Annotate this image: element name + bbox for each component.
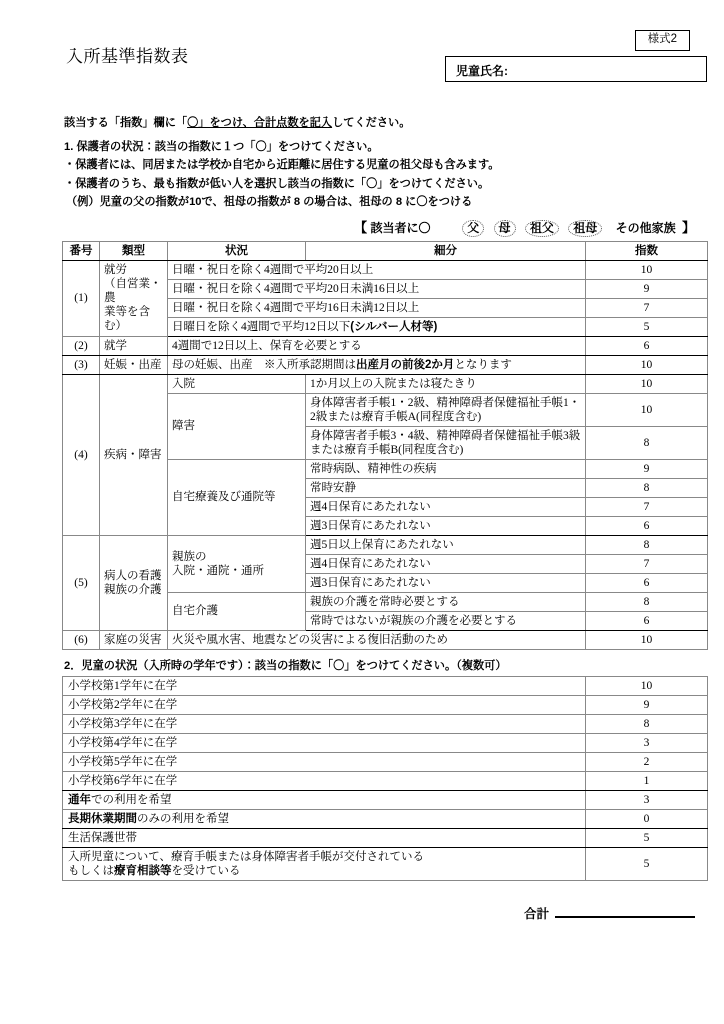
table-row bbox=[63, 676, 708, 695]
row-label: 小学校第3学年に在学 bbox=[63, 714, 586, 733]
row-index[interactable]: 9 bbox=[586, 279, 708, 298]
table-row bbox=[63, 714, 708, 733]
table-row bbox=[63, 810, 708, 829]
row-situation-line1: 親族の bbox=[172, 550, 207, 563]
instruction-main-post: してください。 bbox=[332, 117, 411, 129]
row-label bbox=[63, 848, 586, 881]
row-detail-pre: 日曜日を除く4週間で平均12日以下 bbox=[172, 320, 351, 333]
applicant-option-other-family[interactable]: その他家族 bbox=[615, 221, 676, 236]
row-detail: 週4日保育にあたれない bbox=[306, 497, 586, 516]
table-row bbox=[63, 753, 708, 772]
row-index[interactable]: 8 bbox=[586, 535, 708, 554]
row-label: 小学校第1学年に在学 bbox=[63, 676, 586, 695]
applicant-option-grandfather[interactable]: 祖父 bbox=[525, 220, 559, 237]
table-row bbox=[63, 734, 708, 753]
row-detail-bold: 出産月の前後2か月 bbox=[356, 358, 455, 371]
table-row bbox=[63, 772, 708, 791]
row-detail: 週5日以上保育にあたれない bbox=[306, 535, 586, 554]
row-type-4: 疾病・障害 bbox=[100, 374, 168, 535]
row-detail-pre: 母の妊娠、出産 ※入所承認期間は bbox=[172, 358, 356, 371]
row-label-bold: 長期休業期間 bbox=[68, 813, 137, 826]
instruction-main-pre: 該当する「指数」欄に「 bbox=[64, 117, 188, 129]
row-index[interactable]: 0 bbox=[586, 810, 708, 829]
row-detail-post: となります bbox=[454, 358, 512, 371]
row-number-5: (5) bbox=[63, 535, 100, 630]
row-label-post: のみの利用を希望 bbox=[137, 813, 229, 826]
row-index[interactable]: 6 bbox=[586, 516, 708, 535]
row-index[interactable]: 10 bbox=[586, 374, 708, 393]
row-situation-line2: 入院・通院・通所 bbox=[172, 564, 264, 577]
row-situation bbox=[168, 535, 306, 592]
row-index[interactable]: 3 bbox=[586, 791, 708, 810]
row-number-3: (3) bbox=[63, 355, 100, 374]
row-index[interactable]: 8 bbox=[586, 426, 708, 459]
page-title: 入所基準指数表 bbox=[66, 47, 189, 66]
table-row bbox=[63, 791, 708, 810]
row-index[interactable]: 6 bbox=[586, 573, 708, 592]
instruction-bullet-2: ・保護者のうち、最も指数が低い人を選択し該当の指数に「〇」をつけてください。 bbox=[64, 177, 490, 190]
applicant-option-father[interactable]: 父 bbox=[462, 220, 484, 237]
row-detail: 日曜・祝日を除く4週間で平均20日未満16日以上 bbox=[168, 279, 586, 298]
row-label-post: での利用を希望 bbox=[91, 794, 172, 807]
table-row bbox=[63, 535, 708, 554]
total-label: 合計 bbox=[523, 907, 549, 922]
row-label-bold: 通年 bbox=[68, 794, 91, 807]
row-label: 小学校第2学年に在学 bbox=[63, 695, 586, 714]
row-label: 生活保護世帯 bbox=[63, 829, 586, 848]
row-situation: 自宅療養及び通院等 bbox=[168, 459, 306, 535]
form-sheet bbox=[62, 30, 707, 922]
row-type-2: 就学 bbox=[100, 336, 168, 355]
row-index[interactable]: 2 bbox=[586, 753, 708, 772]
row-detail: 親族の介護を常時必要とする bbox=[306, 592, 586, 611]
row-index[interactable]: 10 bbox=[586, 355, 708, 374]
row-detail: 常時ではないが親族の介護を必要とする bbox=[306, 611, 586, 630]
row-label-line2-post: を受けている bbox=[171, 865, 241, 878]
applicant-label: 該当者に〇 bbox=[370, 221, 431, 236]
table-row bbox=[63, 695, 708, 714]
table-row bbox=[63, 630, 708, 649]
child-status-table bbox=[62, 676, 708, 881]
row-index[interactable]: 8 bbox=[586, 714, 708, 733]
col-header-detail: 細分 bbox=[306, 241, 586, 260]
row-type-1-line1: 就労 bbox=[104, 264, 127, 277]
bracket-open: 【 bbox=[354, 220, 368, 236]
row-detail: 4週間で12日以上、保育を必要とする bbox=[168, 336, 586, 355]
row-type-6: 家庭の災害 bbox=[100, 630, 168, 649]
col-header-situation: 状況 bbox=[168, 241, 306, 260]
bracket-close: 】 bbox=[681, 220, 695, 236]
row-situation: 入院 bbox=[168, 374, 306, 393]
row-number-6: (6) bbox=[63, 630, 100, 649]
row-type-3: 妊娠・出産 bbox=[100, 355, 168, 374]
row-number-2: (2) bbox=[63, 336, 100, 355]
header-zone bbox=[62, 30, 707, 102]
row-type-1-line3: 業等を含む） bbox=[104, 306, 150, 333]
row-index[interactable]: 8 bbox=[586, 592, 708, 611]
instruction-main bbox=[64, 118, 707, 129]
row-detail: 1か月以上の入院または寝たきり bbox=[306, 374, 586, 393]
row-detail bbox=[168, 317, 586, 336]
table-row bbox=[63, 355, 708, 374]
row-detail: 身体障害者手帳3・4級、精神障碍者保健福祉手帳3級または療育手帳B(同程度含む) bbox=[306, 426, 586, 459]
row-number-4: (4) bbox=[63, 374, 100, 535]
row-index[interactable]: 8 bbox=[586, 478, 708, 497]
row-detail: 日曜・祝日を除く4週間で平均20日以上 bbox=[168, 260, 586, 279]
row-label: 小学校第5学年に在学 bbox=[63, 753, 586, 772]
row-index[interactable]: 5 bbox=[586, 829, 708, 848]
col-header-index: 指数 bbox=[586, 241, 708, 260]
row-situation: 障害 bbox=[168, 393, 306, 459]
row-index[interactable]: 6 bbox=[586, 611, 708, 630]
row-detail: 常時安静 bbox=[306, 478, 586, 497]
row-detail: 身体障害者手帳1・2級、精神障碍者保健福祉手帳1・2級または療育手帳A(同程度含む) bbox=[306, 393, 586, 426]
table-row bbox=[63, 374, 708, 393]
table-row bbox=[63, 260, 708, 279]
row-label bbox=[63, 791, 586, 810]
row-index[interactable]: 3 bbox=[586, 734, 708, 753]
row-index[interactable]: 7 bbox=[586, 497, 708, 516]
child-name-field[interactable] bbox=[445, 56, 707, 82]
row-label: 小学校第6学年に在学 bbox=[63, 772, 586, 791]
row-index[interactable]: 10 bbox=[586, 630, 708, 649]
total-value-field[interactable] bbox=[555, 903, 695, 918]
row-label: 小学校第4学年に在学 bbox=[63, 734, 586, 753]
instruction-bullet-1: ・保護者には、同居または学校か自宅から近距離に居住する児童の祖父母も含みます。 bbox=[64, 159, 500, 172]
row-detail: 火災や風水害、地震などの災害による復旧活動のため bbox=[168, 630, 586, 649]
table-row bbox=[63, 829, 708, 848]
row-index[interactable]: 9 bbox=[586, 459, 708, 478]
row-index[interactable]: 7 bbox=[586, 298, 708, 317]
row-index[interactable]: 9 bbox=[586, 695, 708, 714]
row-label-line2-bold: 療育相談等 bbox=[114, 865, 172, 878]
applicant-option-grandmother[interactable]: 祖母 bbox=[568, 220, 602, 237]
row-detail: 常時病臥、精神性の疾病 bbox=[306, 459, 586, 478]
col-header-type: 類型 bbox=[100, 241, 168, 260]
table-row bbox=[63, 336, 708, 355]
form-number-badge: 様式2 bbox=[635, 30, 690, 51]
instructions-block bbox=[62, 118, 707, 208]
section-2-heading: 2．児童の状況（入所時の学年です）：該当の指数に「〇」をつけてください。（複数可） bbox=[64, 659, 507, 672]
row-detail: 週4日保育にあたれない bbox=[306, 554, 586, 573]
row-index[interactable]: 5 bbox=[586, 848, 708, 881]
col-header-number: 番号 bbox=[63, 241, 100, 260]
row-number-1: (1) bbox=[63, 260, 100, 336]
child-name-label: 児童氏名: bbox=[456, 64, 508, 78]
row-type-1-line2: （自営業・農 bbox=[104, 278, 162, 305]
instruction-main-underline: 〇」をつけ、合計点数を記入 bbox=[187, 117, 333, 129]
row-index[interactable]: 10 bbox=[586, 260, 708, 279]
applicant-option-mother[interactable]: 母 bbox=[494, 220, 516, 237]
row-situation: 自宅介護 bbox=[168, 592, 306, 630]
row-type-5 bbox=[100, 535, 168, 630]
row-detail: 週3日保育にあたれない bbox=[306, 516, 586, 535]
row-label bbox=[63, 810, 586, 829]
row-type-5-line1: 病人の看護 bbox=[104, 569, 162, 582]
row-type-5-line2: 親族の介護 bbox=[104, 583, 162, 596]
row-index[interactable]: 10 bbox=[586, 676, 708, 695]
table-header-row bbox=[63, 241, 708, 260]
row-detail: 日曜・祝日を除く4週間で平均16日未満12日以上 bbox=[168, 298, 586, 317]
row-detail bbox=[168, 355, 586, 374]
row-detail-bold: (シルバー人材等) bbox=[350, 320, 438, 333]
instruction-item-1: 1. 保護者の状況：該当の指数に１つ「〇」をつけてください。 bbox=[64, 141, 379, 154]
row-label-line2-pre: もしくは bbox=[68, 865, 114, 878]
row-index[interactable]: 7 bbox=[586, 554, 708, 573]
row-detail: 週3日保育にあたれない bbox=[306, 573, 586, 592]
applicant-selection-row bbox=[62, 217, 695, 237]
row-label-line1: 入所児童について、療育手帳または身体障害者手帳が交付されている bbox=[68, 851, 425, 864]
total-row bbox=[62, 903, 707, 922]
row-index[interactable]: 6 bbox=[586, 336, 708, 355]
criteria-table bbox=[62, 241, 708, 650]
row-index[interactable]: 5 bbox=[586, 317, 708, 336]
row-type-1 bbox=[100, 260, 168, 336]
instruction-example: （例）児童の父の指数が10で、祖母の指数が 8 の場合は、祖母の 8 に〇をつける bbox=[66, 195, 473, 208]
row-index[interactable]: 10 bbox=[586, 393, 708, 426]
row-index[interactable]: 1 bbox=[586, 772, 708, 791]
table-row bbox=[63, 848, 708, 881]
